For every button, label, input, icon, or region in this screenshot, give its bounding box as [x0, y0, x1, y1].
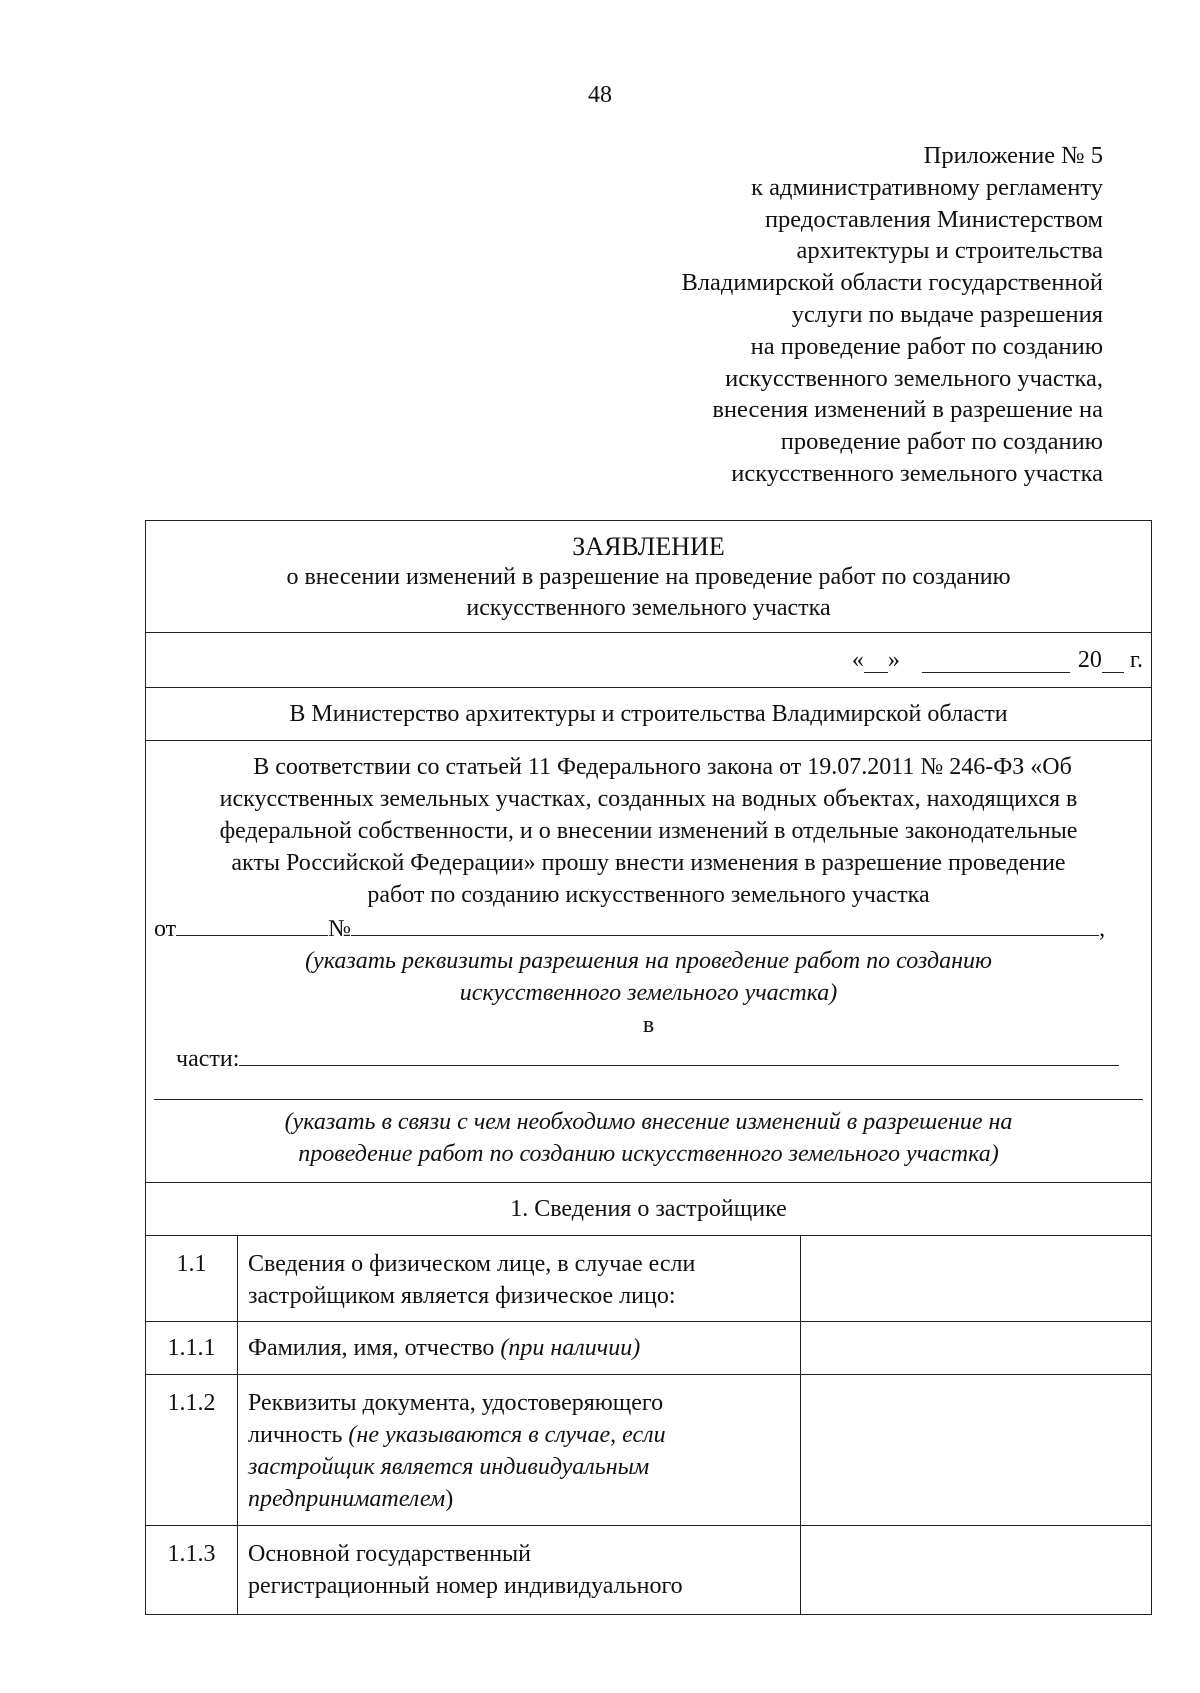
row-label-close: ): [445, 1486, 454, 1512]
appendix-line: к административному регламенту: [751, 173, 1103, 201]
year-prefix: 20: [1077, 646, 1102, 673]
row-value-cell[interactable]: [801, 1526, 1151, 1614]
row-label-note: (при наличии): [500, 1335, 641, 1361]
table-row: [146, 1322, 1151, 1375]
appendix-line: искусственного земельного участка,: [725, 364, 1103, 392]
year-field[interactable]: [1102, 648, 1124, 673]
number-label: №: [328, 916, 352, 942]
in-label: в: [642, 1012, 655, 1038]
year-suffix: г.: [1129, 646, 1143, 673]
appendix-line: услуги по выдаче разрешения: [791, 300, 1103, 328]
statement-line: работ по созданию искусственного земельного участка: [367, 882, 930, 908]
appendix-line: на проведение работ по созданию: [750, 332, 1103, 360]
row-label-note-line: застройщик является индивидуальным: [248, 1454, 650, 1480]
from-label: от: [154, 916, 177, 942]
permit-details-row: [154, 911, 1143, 945]
statement-line: искусственных земельных участках, созданных на водных объектах, находящихся в: [219, 786, 1078, 812]
row-label-text: личность: [248, 1422, 349, 1448]
statement-line: В соответствии со статьей 11 Федерального закона от 19.07.2011 № 246-ФЗ «Об: [253, 754, 1072, 780]
row-number: 1.1.2: [146, 1375, 238, 1525]
form-subtitle-line: о внесении изменений в разрешение на проведение работ по созданию: [286, 564, 1011, 590]
change-reason-hint-line: проведение работ по созданию искусственного земельного участка): [298, 1141, 999, 1167]
table-row: [146, 1375, 1151, 1526]
section-developer-info: 1. Сведения о застройщике: [146, 1183, 1151, 1236]
form-title: ЗАЯВЛЕНИЕ: [572, 532, 725, 561]
row-label-line: застройщиком является физическое лицо:: [248, 1283, 676, 1309]
part-field[interactable]: [239, 1041, 1119, 1066]
row-label-note: (не указываются в случае, если: [348, 1422, 666, 1448]
appendix-line: проведение работ по созданию: [780, 428, 1103, 456]
statement-line: федеральной собственности, и о внесении изменений в отдельные законодательные: [219, 818, 1078, 844]
month-field[interactable]: [922, 648, 1070, 673]
row-number: 1.1: [146, 1236, 238, 1321]
row-label-line: Сведения о физическом лице, в случае если: [248, 1251, 696, 1277]
row-label: [238, 1322, 801, 1374]
row-label-text: Фамилия, имя, отчество: [248, 1335, 501, 1361]
permit-hint-line: (указать реквизиты разрешения на проведение работ по созданию: [305, 948, 992, 974]
statement-line: акты Российской Федерации» прошу внести изменения в разрешение проведение: [231, 850, 1066, 876]
date-line: [146, 633, 1151, 688]
form-subtitle-line: искусственного земельного участка: [466, 595, 831, 621]
change-reason-hint-line: (указать в связи с чем необходимо внесение изменений в разрешение на: [284, 1109, 1013, 1135]
row-value-cell[interactable]: [801, 1236, 1151, 1321]
ministry-addressee: В Министерство архитектуры и строительства Владимирской области: [146, 688, 1151, 741]
row-value-cell[interactable]: [801, 1375, 1151, 1525]
part-field-continuation[interactable]: [154, 1075, 1143, 1100]
developer-table: [146, 1236, 1151, 1614]
row-number: 1.1.1: [146, 1322, 238, 1374]
day-field[interactable]: [864, 648, 888, 673]
part-row: [154, 1041, 1143, 1075]
appendix-line: искусственного земельного участка: [731, 459, 1103, 487]
statement-block: [146, 741, 1151, 1183]
row-value-cell[interactable]: [801, 1322, 1151, 1374]
table-row: [146, 1236, 1151, 1322]
table-row: [146, 1526, 1151, 1614]
row-label: [238, 1526, 801, 1614]
appendix-line: Приложение № 5: [923, 142, 1103, 169]
date-quote-close: »: [887, 646, 900, 673]
row-label: [238, 1375, 801, 1525]
row-label: [238, 1236, 801, 1321]
part-label: части:: [176, 1046, 240, 1072]
form-title-block: [146, 521, 1151, 633]
date-quote-open: «: [851, 646, 864, 673]
row-label-line: Реквизиты документа, удостоверяющего: [248, 1390, 664, 1416]
row-label-line: Основной государственный: [248, 1541, 532, 1567]
application-form: [145, 520, 1152, 1615]
appendix-line: архитектуры и строительства: [796, 237, 1103, 265]
permit-date-field[interactable]: [176, 911, 328, 936]
appendix-header: [503, 140, 1103, 490]
permit-number-field[interactable]: [351, 911, 1099, 936]
permit-hint-line: искусственного земельного участка): [459, 980, 838, 1006]
appendix-line: внесения изменений в разрешение на: [712, 396, 1103, 424]
row-number: 1.1.3: [146, 1526, 238, 1614]
page-number: 48: [588, 82, 612, 108]
appendix-line: предоставления Министерством: [764, 205, 1103, 233]
row-label-line: регистрационный номер индивидуального: [248, 1573, 683, 1599]
row-label-note-line: предпринимателем: [248, 1486, 446, 1512]
comma: ,: [1099, 916, 1106, 942]
appendix-line: Владимирской области государственной: [681, 269, 1103, 297]
